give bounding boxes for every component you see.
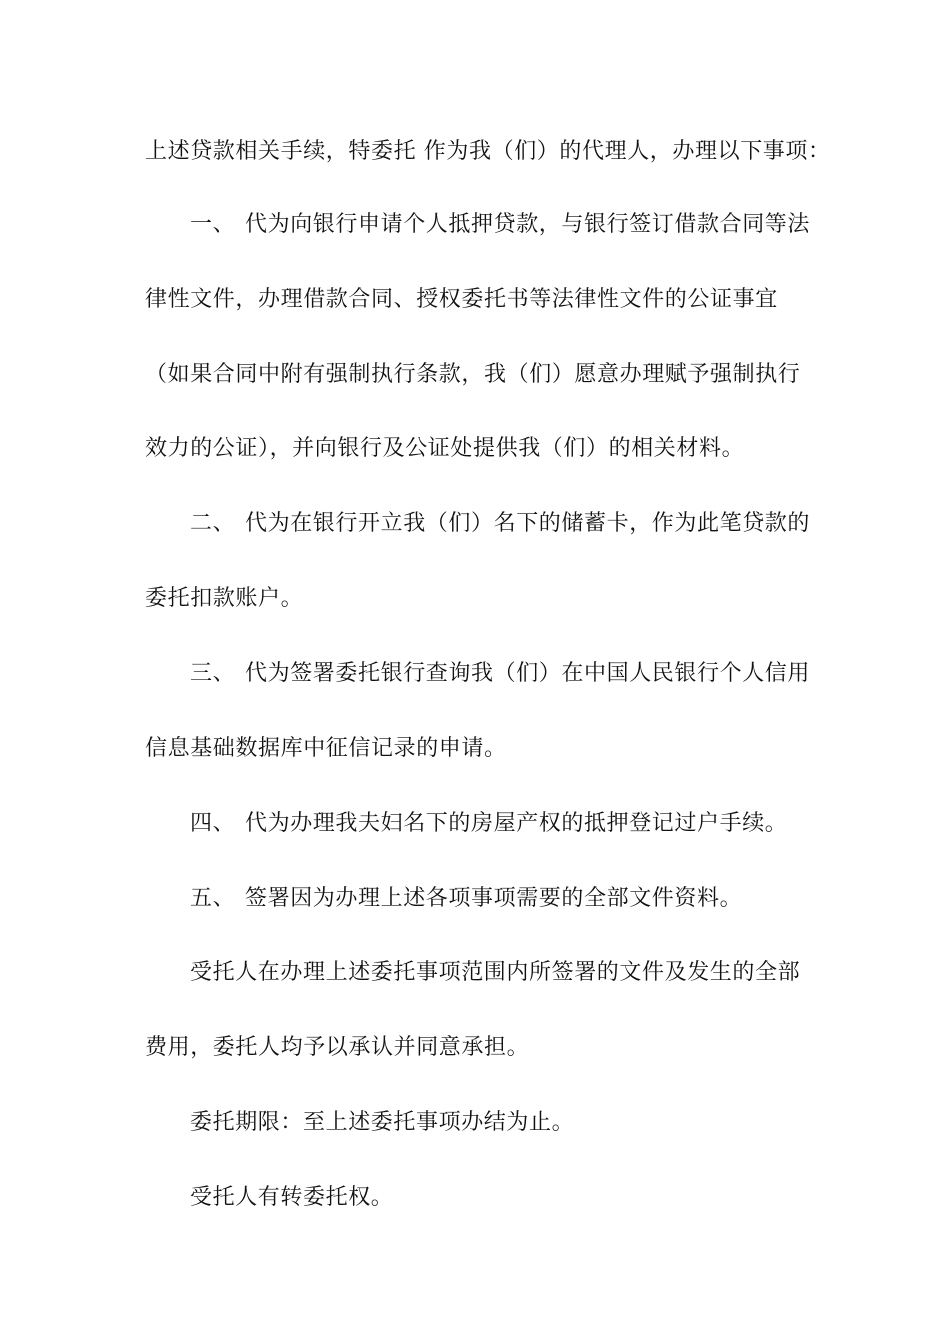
item-4-line	[190, 809, 787, 839]
item-3-continuation: 信息基础数据库中征信记录的申请。	[145, 736, 507, 761]
item-1-text: 代为向银行申请个人抵押贷款，与银行签订借款合同等法	[245, 212, 811, 237]
item-1-continuation-2: （如果合同中附有强制执行条款，我（们）愿意办理赋予强制执行	[145, 362, 801, 387]
subdelegation-line: 受托人有转委托权。	[190, 1185, 394, 1210]
item-2-continuation: 委托扣款账户。	[145, 586, 304, 611]
item-2-line	[190, 509, 810, 539]
item-1-continuation-3: 效力的公证），并向银行及公证处提供我（们）的相关材料。	[145, 436, 745, 461]
item-3-line	[190, 659, 810, 689]
item-5-text: 签署因为办理上述各项事项需要的全部文件资料。	[245, 886, 743, 911]
intro-line: 上述贷款相关手续，特委托 作为我（们）的代理人，办理以下事项：	[145, 139, 831, 164]
item-1-number: 一、	[190, 212, 236, 237]
term-line: 委托期限：至上述委托事项办结为止。	[190, 1110, 575, 1135]
item-3-text: 代为签署委托银行查询我（们）在中国人民银行个人信用	[245, 661, 811, 686]
item-2-number: 二、	[190, 511, 236, 536]
expense-paragraph-line-1: 受托人在办理上述委托事项范围内所签署的文件及发生的全部	[190, 960, 801, 985]
item-2-text: 代为在银行开立我（们）名下的储蓄卡，作为此笔贷款的	[245, 511, 811, 536]
item-3-number: 三、	[190, 661, 236, 686]
item-5-number: 五、	[190, 886, 236, 911]
expense-paragraph-line-2: 费用，委托人均予以承认并同意承担。	[145, 1035, 530, 1060]
item-1-line	[190, 210, 810, 240]
item-5-line	[190, 884, 742, 914]
item-1-continuation-1: 律性文件，办理借款合同、授权委托书等法律性文件的公证事宜	[145, 287, 778, 312]
item-4-text: 代为办理我夫妇名下的房屋产权的抵押登记过户手续。	[245, 811, 788, 836]
item-4-number: 四、	[190, 811, 236, 836]
